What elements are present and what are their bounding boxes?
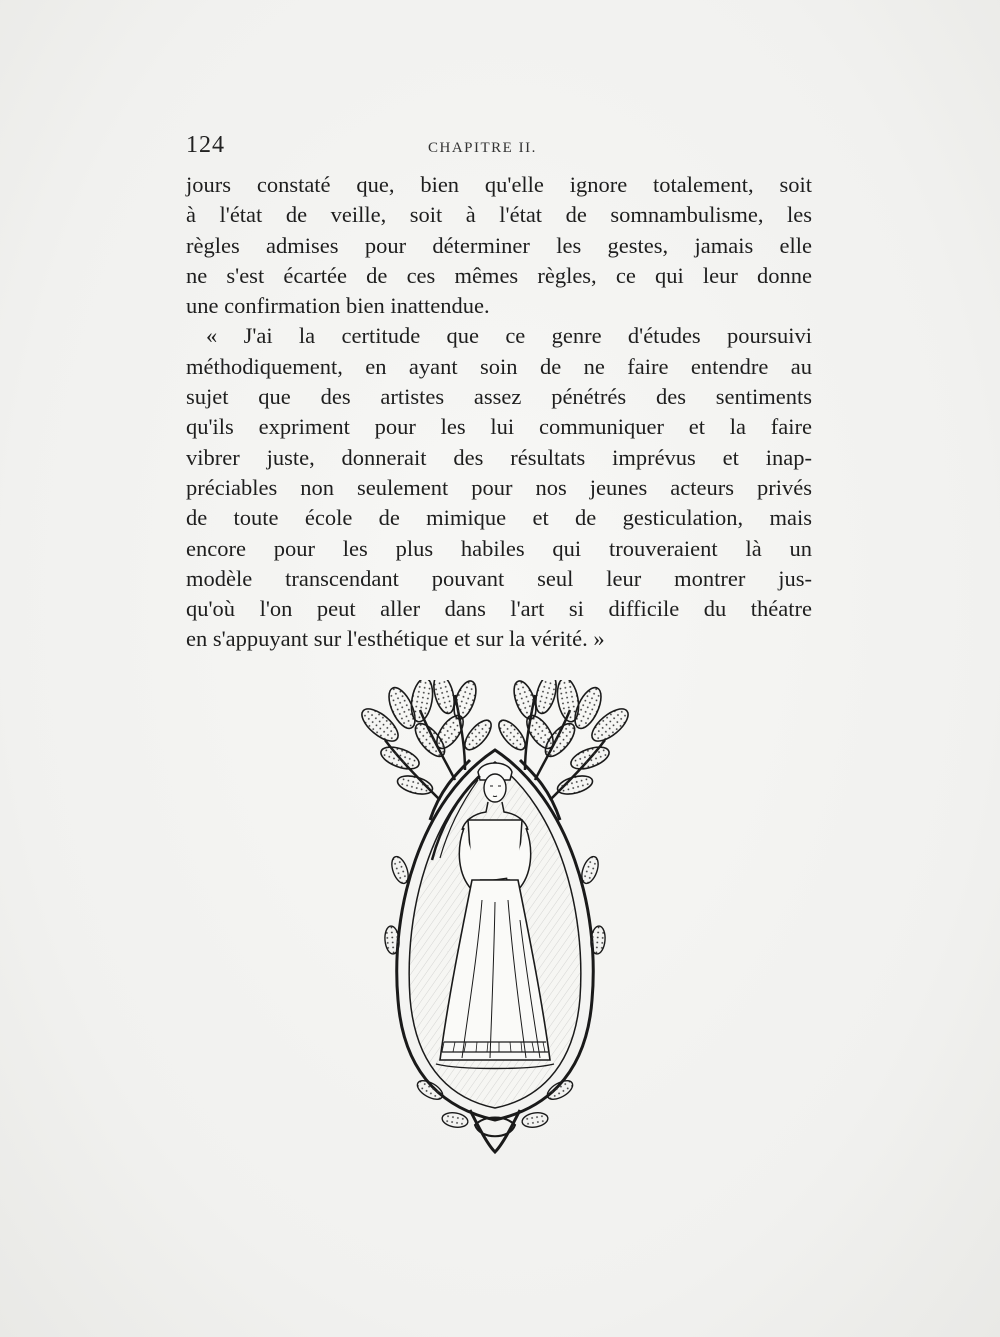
text-line: une confirmation bien inattendue. <box>186 293 490 319</box>
text-line: vibrer juste, donnerait des résultats imprévus et inap- <box>186 444 812 470</box>
text-line: sujet que des artistes assez pénétrés des sentiments <box>186 384 812 410</box>
text-line: préciables non seulement pour nos jeunes acteurs privés <box>186 474 812 500</box>
tree-arch-maiden-vignette-icon <box>360 680 630 1160</box>
text-line: « J'ai la certitude que ce genre d'études poursuivi <box>206 323 812 349</box>
text-line: règles admises pour déterminer les gestes, jamais elle <box>186 232 812 258</box>
body-text <box>186 170 812 655</box>
text-line: en s'appuyant sur l'esthétique et sur la vérité. » <box>186 626 605 652</box>
text-line: modèle transcendant pouvant seul leur montrer jus- <box>186 565 812 591</box>
running-head: CHAPITRE II. <box>428 140 537 156</box>
page-header <box>186 132 812 166</box>
text-line: de toute école de mimique et de gesticulation, mais <box>186 505 812 531</box>
text-line: à l'état de veille, soit à l'état de somnambulisme, les <box>186 202 812 228</box>
text-line: ne s'est écartée de ces mêmes règles, ce qui leur donne <box>186 262 812 288</box>
text-line: jours constaté que, bien qu'elle ignore totalement, soit <box>186 172 812 197</box>
text-line: encore pour les plus habiles qui trouveraient là un <box>186 535 812 561</box>
page-number: 124 <box>186 132 225 158</box>
text-line: qu'où l'on peut aller dans l'art si difficile du théatre <box>186 596 812 622</box>
text-line: qu'ils expriment pour les lui communiquer et la faire <box>186 414 812 440</box>
text-line: méthodiquement, en ayant soin de ne faire entendre au <box>186 353 812 379</box>
